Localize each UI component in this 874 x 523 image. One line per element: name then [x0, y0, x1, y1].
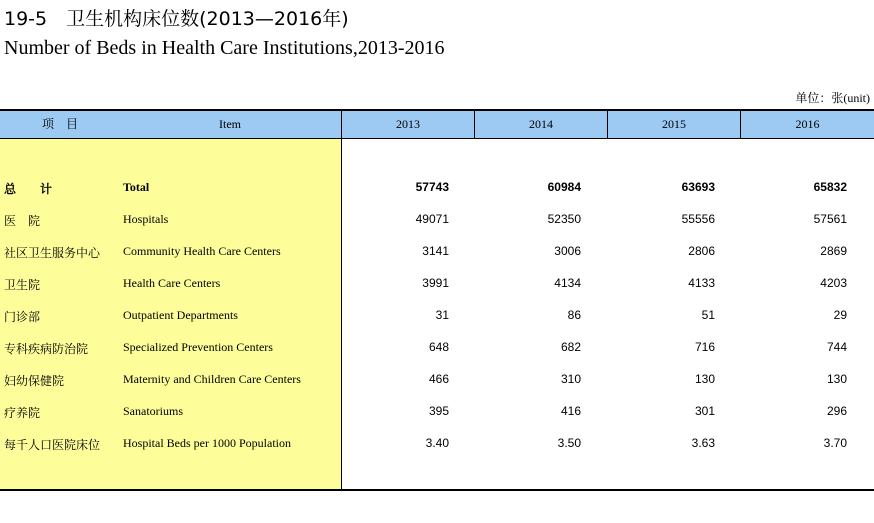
row-label-cn: 妇幼保健院 [4, 374, 65, 388]
table-cell: 52350 [547, 212, 581, 226]
table-cell: 3.40 [425, 436, 449, 450]
table-cell: 57561 [813, 212, 847, 226]
row-label-cn: 疗养院 [4, 406, 41, 420]
table-cell: 86 [567, 308, 581, 322]
table-cell: 301 [694, 404, 715, 418]
table-cell: 2806 [688, 244, 715, 258]
table-cell: 60984 [547, 180, 581, 194]
table-cell: 3006 [554, 244, 581, 258]
unit-label: 单位：张(unit) [795, 91, 870, 105]
row-label-cn: 社区卫生服务中心 [4, 246, 101, 260]
table-cell: 3.63 [691, 436, 715, 450]
table-cell: 3.70 [823, 436, 847, 450]
table-cell: 49071 [415, 212, 449, 226]
table-cell: 130 [826, 372, 847, 386]
table-cell: 57743 [415, 180, 449, 194]
table-cell: 2869 [820, 244, 847, 258]
row-label-en: Hospital Beds per 1000 Population [123, 436, 291, 450]
table-cell: 3141 [422, 244, 449, 258]
table-cell: 466 [428, 372, 449, 386]
row-label-en: Total [123, 180, 150, 194]
table-cell: 65832 [813, 180, 847, 194]
table-cell: 716 [694, 340, 715, 354]
row-label-en: Sanatoriums [123, 404, 183, 418]
table-cell: 55556 [681, 212, 715, 226]
row-label-en: Outpatient Departments [123, 308, 238, 322]
row-label-cn: 总 计 [4, 182, 53, 196]
table-cell: 682 [560, 340, 581, 354]
row-label-cn: 卫生院 [4, 278, 41, 292]
row-label-en: Community Health Care Centers [123, 244, 281, 258]
table-cell: 63693 [681, 180, 715, 194]
row-label-en: Hospitals [123, 212, 169, 226]
header-year-2014: 2014 [529, 117, 553, 131]
header-item-en: Item [219, 117, 241, 131]
table-cell: 4134 [554, 276, 581, 290]
table-cell: 416 [560, 404, 581, 418]
header-divider [740, 111, 741, 138]
header-item-cn: 项 目 [41, 117, 78, 131]
table-cell: 31 [435, 308, 449, 322]
header-year-2015: 2015 [662, 117, 686, 131]
table-cell: 4203 [820, 276, 847, 290]
row-label-cn: 专科疾病防治院 [4, 342, 89, 356]
row-label-cn: 每千人口医院床位 [4, 438, 101, 452]
page-title-cn: 19-5 卫生机构床位数(2013—2016年) [4, 8, 349, 30]
header-divider [341, 111, 342, 138]
row-label-cn: 门诊部 [4, 310, 41, 324]
table-cell: 310 [560, 372, 581, 386]
table-bottom-rule [0, 489, 874, 491]
row-label-cn: 医 院 [4, 214, 41, 228]
header-divider [607, 111, 608, 138]
table-cell: 3.50 [557, 436, 581, 450]
table-cell: 296 [826, 404, 847, 418]
table-cell: 395 [428, 404, 449, 418]
table-cell: 29 [833, 308, 847, 322]
header-year-2016: 2016 [795, 117, 820, 131]
row-label-en: Maternity and Children Care Centers [123, 372, 301, 386]
row-label-en: Health Care Centers [123, 276, 221, 290]
row-label-en: Specialized Prevention Centers [123, 340, 273, 354]
table-cell: 744 [826, 340, 847, 354]
table-cell: 51 [701, 308, 715, 322]
header-divider [474, 111, 475, 138]
header-year-2013: 2013 [396, 117, 420, 131]
table-cell: 648 [428, 340, 449, 354]
table-cell: 130 [694, 372, 715, 386]
table-cell: 4133 [688, 276, 715, 290]
table-cell: 3991 [422, 276, 449, 290]
page-title-en: Number of Beds in Health Care Institutions,2013-2016 [4, 37, 445, 59]
